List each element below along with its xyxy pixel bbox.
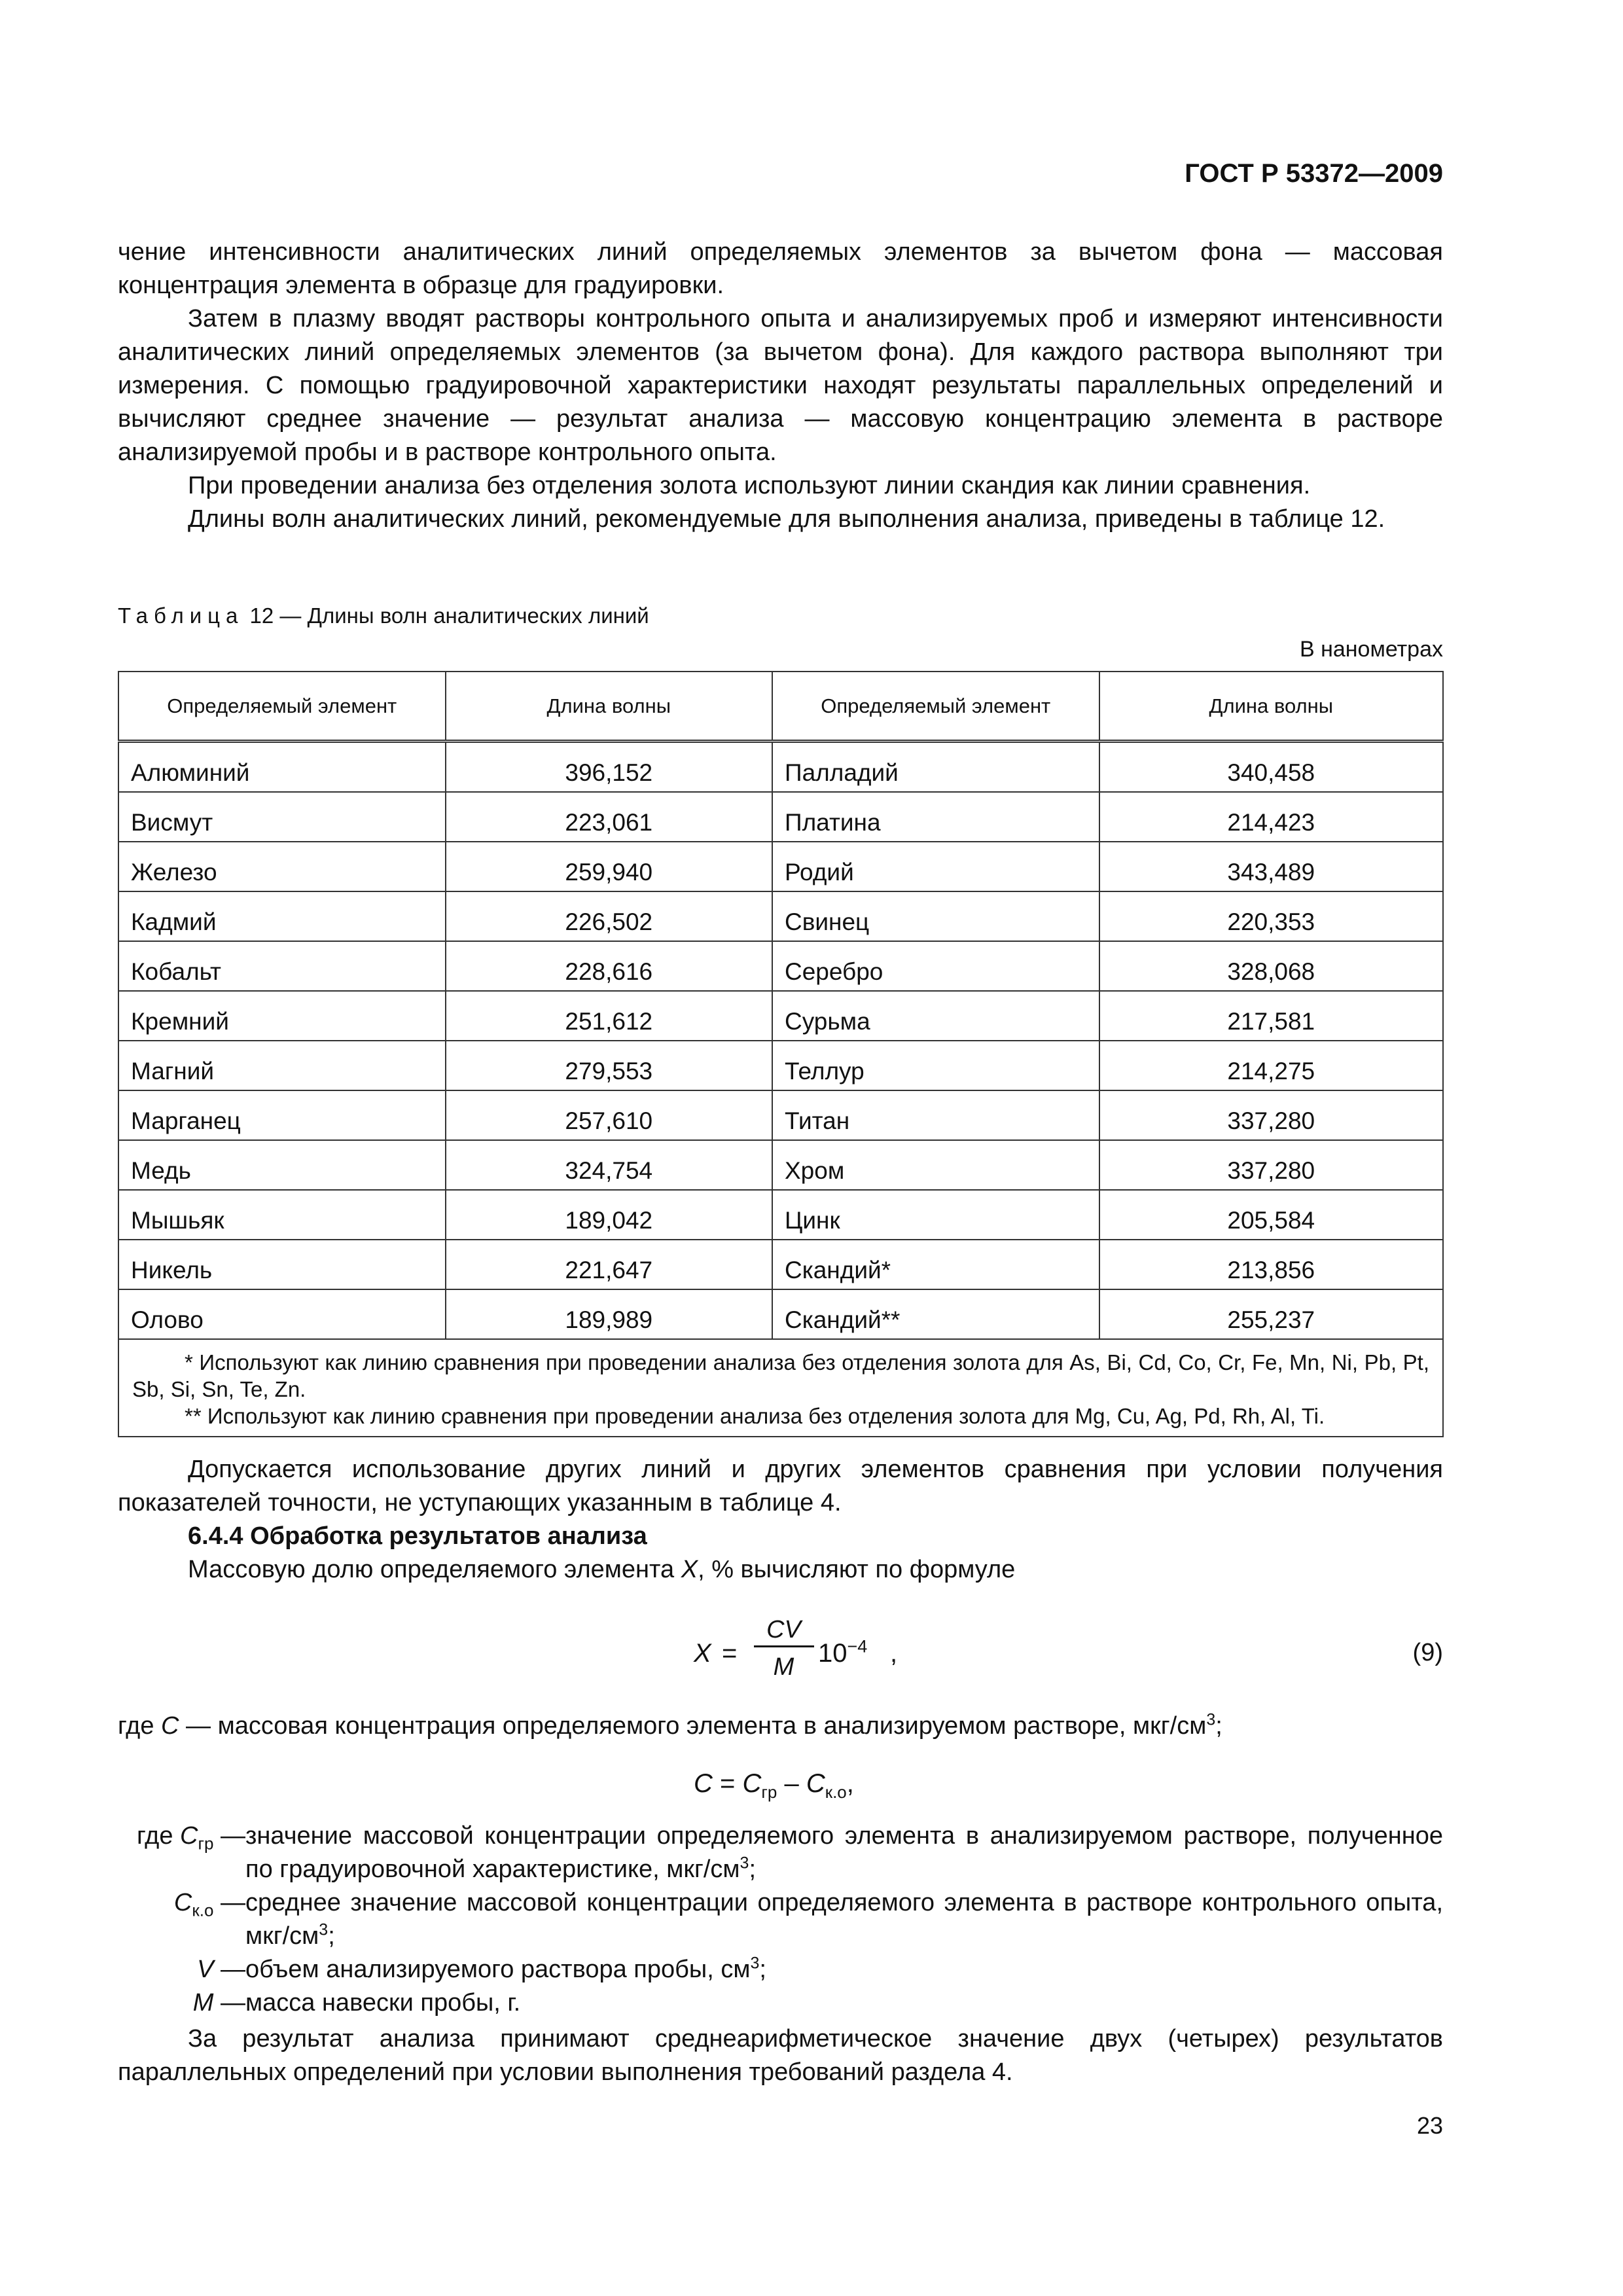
subscript: гр xyxy=(761,1782,777,1802)
text-run: ; xyxy=(1215,1712,1222,1740)
element-cell: Алюминий xyxy=(118,742,446,793)
after-paragraph-1: Допускается использование других линий и других элементов сравнения при условии получения показателей точности, не уступающих указанным в таблице 4. xyxy=(118,1456,1443,1516)
definition-item xyxy=(118,1886,1443,1953)
definition-symbol xyxy=(118,1986,245,2020)
element-cell: Олово xyxy=(118,1289,446,1339)
table-row xyxy=(118,1041,1443,1090)
formula-equals: = xyxy=(722,1639,738,1668)
variable-c: C xyxy=(694,1769,713,1798)
table-row xyxy=(118,1190,1443,1240)
text-run: масса навески пробы, г. xyxy=(245,1989,521,2017)
formula-numerator: CV xyxy=(766,1616,801,1643)
definition-text xyxy=(245,1886,1443,1953)
superscript: 3 xyxy=(750,1954,760,1973)
table-row xyxy=(118,1140,1443,1190)
element-cell: Никель xyxy=(118,1240,446,1289)
text-run: ; xyxy=(328,1922,335,1950)
table-note-2: ** Используют как линию сравнения при проведении анализа без отделения золота для Mg, Cu, Ag, Pd, Rh, Al, Ti. xyxy=(185,1404,1325,1428)
formula-denominator: M xyxy=(773,1653,794,1681)
wavelength-cell: 259,940 xyxy=(446,842,772,891)
em-dash: — xyxy=(213,1889,245,1916)
table-row xyxy=(118,742,1443,793)
conclusion-paragraph: За результат анализа принимают среднеарифметическое значение двух (четырех) результатов параллельных определений при условии выполнения требований раздела 4. xyxy=(118,2025,1443,2086)
definition-text xyxy=(245,1820,1443,1886)
wavelength-cell: 251,612 xyxy=(446,991,772,1041)
conclusion-section xyxy=(118,2022,1443,2089)
element-cell: Родий xyxy=(772,842,1099,891)
subscript: к.о xyxy=(192,1900,214,1920)
wavelength-cell: 324,754 xyxy=(446,1140,772,1190)
intro-paragraph-3: При проведении анализа без отделения золота используют линии скандия как линии сравнения. xyxy=(188,472,1311,499)
element-cell: Сурьма xyxy=(772,991,1099,1041)
element-cell: Теллур xyxy=(772,1041,1099,1090)
definition-symbol xyxy=(118,1886,245,1920)
table-note-1: * Используют как линию сравнения при проведении анализа без отделения золота для As, Bi, Cd, Co, Cr, Fe, Mn, Ni, Pb, Pt, Sb, Si, Sn, Te, Zn. xyxy=(132,1350,1429,1401)
superscript: 3 xyxy=(740,1854,749,1873)
element-cell: Марганец xyxy=(118,1090,446,1140)
variable-c: C xyxy=(161,1712,179,1740)
formula-lhs: X xyxy=(694,1639,711,1668)
element-cell: Палладий xyxy=(772,742,1099,793)
table-row xyxy=(118,1289,1443,1339)
superscript: 3 xyxy=(319,1920,329,1939)
wavelength-cell: 337,280 xyxy=(1099,1140,1443,1190)
table-caption-title: 12 — Длины волн аналитических линий xyxy=(243,603,649,628)
intro-section xyxy=(118,236,1443,536)
page-number: 23 xyxy=(1416,2112,1443,2139)
wavelength-cell: 217,581 xyxy=(1099,991,1443,1041)
definition-item xyxy=(118,1953,1443,1986)
wavelength-cell: 396,152 xyxy=(446,742,772,793)
wavelength-cell: 340,458 xyxy=(1099,742,1443,793)
element-cell: Хром xyxy=(772,1140,1099,1190)
wavelength-cell: 221,647 xyxy=(446,1240,772,1289)
table-row xyxy=(118,1240,1443,1289)
element-cell: Кобальт xyxy=(118,941,446,991)
element-cell: Титан xyxy=(772,1090,1099,1140)
formula-comma: , xyxy=(846,1769,854,1798)
element-cell: Мышьяк xyxy=(118,1190,446,1240)
wavelength-cell: 226,502 xyxy=(446,891,772,941)
wavelength-cell: 213,856 xyxy=(1099,1240,1443,1289)
fraction-bar xyxy=(754,1645,814,1647)
element-cell: Скандий* xyxy=(772,1240,1099,1289)
formula-c xyxy=(694,1767,1021,1801)
text-run: ; xyxy=(749,1856,757,1883)
table-row xyxy=(118,991,1443,1041)
intro-paragraph-4: Длины волн аналитических линий, рекомендуемые для выполнения анализа, приведены в таблице 12. xyxy=(188,505,1385,533)
after-paragraph-2 xyxy=(118,1553,1443,1587)
em-dash: — xyxy=(213,1989,245,2017)
subscript: к.о xyxy=(825,1782,847,1802)
em-dash: — xyxy=(213,1956,245,1983)
table-header-row xyxy=(118,672,1443,742)
wavelength-cell: 279,553 xyxy=(446,1041,772,1090)
table-caption-word: Таблица xyxy=(118,603,244,628)
definition-symbol xyxy=(118,1953,245,1986)
variable-x: X xyxy=(681,1556,698,1583)
section-heading: 6.4.4 Обработка результатов анализа xyxy=(188,1522,647,1550)
text-run: где xyxy=(137,1822,181,1850)
em-dash: — xyxy=(213,1822,245,1850)
table-caption xyxy=(118,599,649,632)
formula-minus: – xyxy=(777,1769,806,1798)
element-cell: Платина xyxy=(772,792,1099,842)
element-cell: Железо xyxy=(118,842,446,891)
element-cell: Серебро xyxy=(772,941,1099,991)
variable: C xyxy=(180,1822,198,1850)
variable-c-ko: C xyxy=(806,1769,825,1798)
table-row xyxy=(118,891,1443,941)
table-row xyxy=(118,1090,1443,1140)
wavelength-cell: 257,610 xyxy=(446,1090,772,1140)
wavelength-cell: 205,584 xyxy=(1099,1190,1443,1240)
header-wavelength-1: Длина волны xyxy=(446,672,772,742)
table-row xyxy=(118,792,1443,842)
element-cell: Цинк xyxy=(772,1190,1099,1240)
text-run: Массовую долю определяемого элемента xyxy=(188,1556,681,1583)
text-run: ; xyxy=(759,1956,766,1983)
definition-text xyxy=(245,1953,1443,1986)
formula-comma: , xyxy=(890,1639,898,1668)
wavelength-cell: 328,068 xyxy=(1099,941,1443,991)
text-run: где xyxy=(118,1712,162,1740)
intro-paragraph-2: Затем в плазму вводят растворы контрольного опыта и анализируемых проб и измеряют интенсивности аналитических линий определяемых элементов (за вычетом фона). Для каждого раствора выполняют три измерения. С помощью градуировочной характеристики находят результаты параллельных определений и вычисляют среднее значение — результат анализа — массовую концентрацию элемента в растворе анализируемой пробы и в растворе контрольного опыта. xyxy=(118,305,1443,466)
element-cell: Кадмий xyxy=(118,891,446,941)
element-cell: Свинец xyxy=(772,891,1099,941)
wavelength-cell: 220,353 xyxy=(1099,891,1443,941)
intro-paragraph-1: чение интенсивности аналитических линий определяемых элементов за вычетом фона — массовая концентрация элемента в образце для градуировки. xyxy=(118,238,1443,299)
header-element-1: Определяемый элемент xyxy=(118,672,446,742)
wavelength-cell: 337,280 xyxy=(1099,1090,1443,1140)
wavelength-cell: 255,237 xyxy=(1099,1289,1443,1339)
text-run: — массовая концентрация определяемого элемента в анализируемом растворе, мкг/см xyxy=(179,1712,1207,1740)
definitions-list xyxy=(118,1820,1443,2020)
table-row xyxy=(118,842,1443,891)
element-cell: Висмут xyxy=(118,792,446,842)
after-table-section xyxy=(118,1453,1443,1587)
definition-item xyxy=(118,1986,1443,2020)
wavelength-table xyxy=(118,671,1444,1437)
text-run: значение массовой концентрации определяемого элемента в анализируемом растворе, полученное по градуировочной характеристике, мкг/см xyxy=(245,1822,1443,1883)
subscript: гр xyxy=(198,1833,214,1854)
formula-equals: = xyxy=(712,1769,743,1798)
text-run: объем анализируемого раствора пробы, см xyxy=(245,1956,751,1983)
definition-item xyxy=(118,1820,1443,1886)
wavelength-cell: 214,275 xyxy=(1099,1041,1443,1090)
element-cell: Скандий** xyxy=(772,1289,1099,1339)
variable: V xyxy=(197,1956,214,1983)
element-cell: Магний xyxy=(118,1041,446,1090)
wavelength-cell: 214,423 xyxy=(1099,792,1443,842)
variable-c-gr: C xyxy=(742,1769,762,1798)
variable: C xyxy=(173,1889,192,1916)
table-units: В нанометрах xyxy=(1299,637,1443,662)
wavelength-cell: 189,989 xyxy=(446,1289,772,1339)
power-base: 10 xyxy=(818,1639,847,1668)
wavelength-cell: 343,489 xyxy=(1099,842,1443,891)
wavelength-cell: 189,042 xyxy=(446,1190,772,1240)
element-cell: Кремний xyxy=(118,991,446,1041)
wavelength-cell: 228,616 xyxy=(446,941,772,991)
element-cell: Медь xyxy=(118,1140,446,1190)
formula-power xyxy=(818,1637,867,1670)
power-exponent: −4 xyxy=(847,1636,868,1657)
formula-9 xyxy=(694,1613,995,1692)
text-run: , % вычисляют по формуле xyxy=(698,1556,1016,1583)
formula-number: (9) xyxy=(1412,1639,1443,1666)
where-c-line xyxy=(118,1710,1443,1743)
wavelength-cell: 223,061 xyxy=(446,792,772,842)
definition-symbol xyxy=(118,1820,245,1853)
text-run: среднее значение массовой концентрации определяемого элемента в растворе контрольного опыта, мкг/см xyxy=(245,1889,1443,1950)
variable: M xyxy=(192,1989,214,2017)
table-notes xyxy=(118,1339,1443,1437)
table-notes-row xyxy=(118,1339,1443,1437)
document-id: ГОСТ Р 53372—2009 xyxy=(1185,159,1443,188)
header-wavelength-2: Длина волны xyxy=(1099,672,1443,742)
header-element-2: Определяемый элемент xyxy=(772,672,1099,742)
table-row xyxy=(118,941,1443,991)
definition-text xyxy=(245,1986,1443,2020)
superscript: 3 xyxy=(1206,1710,1216,1729)
